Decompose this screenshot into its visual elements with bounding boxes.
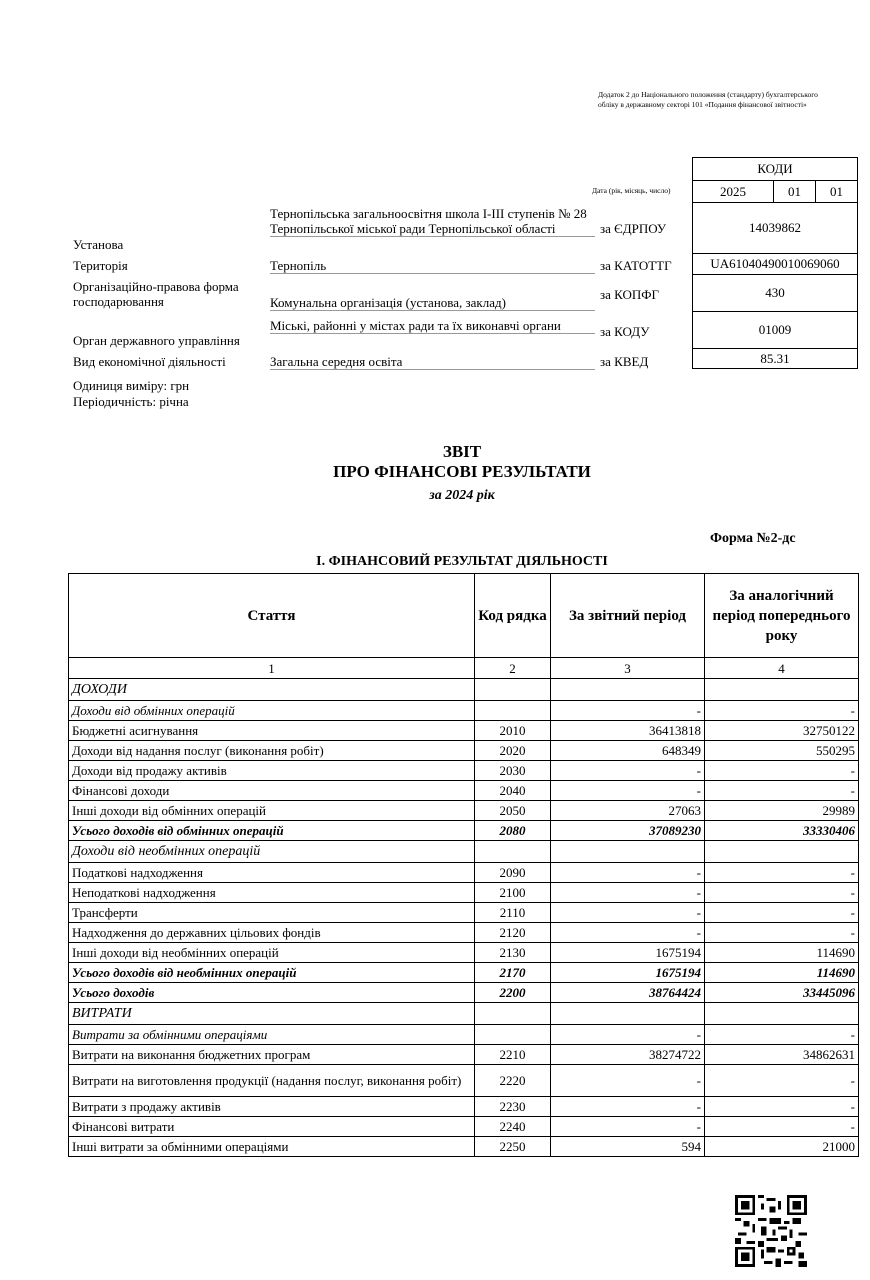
table-row (69, 801, 859, 821)
row-previous: - (705, 1117, 859, 1137)
qr-code-icon (735, 1195, 807, 1267)
kved-code: 85.31 (693, 349, 858, 369)
table-row (69, 883, 859, 903)
row-code: 2030 (475, 761, 551, 781)
row-code: 2130 (475, 943, 551, 963)
row-article: Усього доходів від обмінних операцій (69, 821, 475, 841)
unit-label: Одиниця виміру: грн (73, 378, 190, 393)
row-article: ДОХОДИ (69, 679, 475, 701)
table-row (69, 943, 859, 963)
codes-header: КОДИ (693, 158, 858, 181)
row-code: 2080 (475, 821, 551, 841)
report-subtitle: ПРО ФІНАНСОВІ РЕЗУЛЬТАТИ (333, 462, 591, 481)
row-previous: 114690 (705, 963, 859, 983)
row-article: Неподаткові надходження (69, 883, 475, 903)
row-previous (705, 1003, 859, 1025)
table-row (69, 741, 859, 761)
row-code: 2250 (475, 1137, 551, 1157)
row-article: Доходи від обмінних операцій (69, 701, 475, 721)
col-number: 3 (551, 658, 705, 679)
table-row (69, 983, 859, 1003)
org-form-value: Комунальна організація (установа, заклад) (270, 295, 595, 311)
row-current: 1675194 (551, 943, 705, 963)
row-previous: 34862631 (705, 1045, 859, 1065)
row-current: 37089230 (551, 821, 705, 841)
row-current: 27063 (551, 801, 705, 821)
row-code (475, 679, 551, 701)
row-article: Витрати на виконання бюджетних програм (69, 1045, 475, 1065)
row-article: Доходи від надання послуг (виконання робіт) (69, 741, 475, 761)
table-row (69, 701, 859, 721)
report-period: за 2024 рік (429, 488, 495, 503)
table-row (69, 821, 859, 841)
row-current: - (551, 923, 705, 943)
row-code: 2050 (475, 801, 551, 821)
row-code: 2200 (475, 983, 551, 1003)
row-code: 2230 (475, 1097, 551, 1117)
row-article: Фінансові доходи (69, 781, 475, 801)
row-code (475, 841, 551, 863)
row-current: - (551, 1065, 705, 1097)
row-article: Витрати на виготовлення продукції (надання послуг, виконання робіт) (69, 1065, 475, 1097)
row-article: Інші витрати за обмінними операціями (69, 1137, 475, 1157)
row-code: 2170 (475, 963, 551, 983)
row-previous: 33330406 (705, 821, 859, 841)
section-title: I. ФІНАНСОВИЙ РЕЗУЛЬТАТ ДІЯЛЬНОСТІ (316, 554, 608, 569)
row-code: 2020 (475, 741, 551, 761)
table-row (69, 1097, 859, 1117)
kodu-code: 01009 (693, 312, 858, 349)
report-title: ЗВІТ (442, 442, 482, 461)
row-previous (705, 679, 859, 701)
row-current: - (551, 701, 705, 721)
table-row (69, 721, 859, 741)
row-previous: - (705, 761, 859, 781)
row-code: 2210 (475, 1045, 551, 1065)
row-previous: 32750122 (705, 721, 859, 741)
table-row (69, 1003, 859, 1025)
periodicity-label: Періодичність: річна (73, 394, 189, 409)
row-current: - (551, 883, 705, 903)
kodu-label: за КОДУ (600, 324, 650, 339)
row-current: - (551, 1097, 705, 1117)
row-current: - (551, 903, 705, 923)
header-code: Код рядка (475, 574, 551, 658)
row-current (551, 841, 705, 863)
table-row (69, 903, 859, 923)
territory-value: Тернопіль (270, 258, 595, 274)
table-row (69, 761, 859, 781)
row-article: Фінансові витрати (69, 1117, 475, 1137)
katottg-label: за КАТОТТГ (600, 258, 672, 273)
row-code: 2110 (475, 903, 551, 923)
row-article: Витрати за обмінними операціями (69, 1025, 475, 1045)
table-row (69, 1045, 859, 1065)
row-current: 594 (551, 1137, 705, 1157)
row-current (551, 1003, 705, 1025)
row-previous: - (705, 1097, 859, 1117)
date-year: 2025 (693, 181, 774, 203)
row-current: 38274722 (551, 1045, 705, 1065)
row-article: Надходження до державних цільових фондів (69, 923, 475, 943)
row-previous: 29989 (705, 801, 859, 821)
gov-body-label: Орган державного управління (73, 333, 240, 348)
row-article: ВИТРАТИ (69, 1003, 475, 1025)
row-article: Доходи від продажу активів (69, 761, 475, 781)
row-code: 2090 (475, 863, 551, 883)
row-previous: 550295 (705, 741, 859, 761)
row-article: Доходи від необмінних операцій (69, 841, 475, 863)
col-number: 4 (705, 658, 859, 679)
row-current: - (551, 1117, 705, 1137)
row-article: Податкові надходження (69, 863, 475, 883)
row-previous: - (705, 923, 859, 943)
row-article: Усього доходів від необмінних операцій (69, 963, 475, 983)
institution-value: Тернопільська загальноосвітня школа I-III ступенів № 28 Тернопільської міської ради Тернопільської області (270, 206, 595, 237)
row-previous: 114690 (705, 943, 859, 963)
row-article: Трансферти (69, 903, 475, 923)
row-current (551, 679, 705, 701)
header-previous: За аналогічний період попереднього року (705, 574, 859, 658)
row-code (475, 1025, 551, 1045)
financial-results-table (68, 573, 859, 1157)
institution-label: Установа (73, 237, 124, 252)
table-row (69, 1117, 859, 1137)
date-month: 01 (773, 181, 815, 203)
row-previous: 33445096 (705, 983, 859, 1003)
edrpou-label: за ЄДРПОУ (600, 221, 667, 236)
edrpou-code: 14039862 (693, 203, 858, 254)
row-current: - (551, 863, 705, 883)
kopfg-label: за КОПФГ (600, 287, 660, 302)
col-number: 2 (475, 658, 551, 679)
row-code: 2010 (475, 721, 551, 741)
table-row (69, 1065, 859, 1097)
header-article: Стаття (69, 574, 475, 658)
row-code: 2100 (475, 883, 551, 903)
row-code: 2120 (475, 923, 551, 943)
row-previous: - (705, 781, 859, 801)
table-row (69, 679, 859, 701)
row-current: - (551, 761, 705, 781)
table-row (69, 963, 859, 983)
row-current: - (551, 781, 705, 801)
table-row (69, 1137, 859, 1157)
table-row (69, 1025, 859, 1045)
activity-value: Загальна середня освіта (270, 354, 595, 370)
row-code (475, 701, 551, 721)
row-article: Інші доходи від обмінних операцій (69, 801, 475, 821)
row-previous: - (705, 883, 859, 903)
date-label: Дата (рік, місяць, число) (592, 186, 671, 195)
appendix-note: Додаток 2 до Національного положення (стандарту) бухгалтерського обліку в державному секторі 101 «Подання фінансової звітності» (598, 90, 818, 109)
table-row (69, 781, 859, 801)
table-row (69, 863, 859, 883)
row-previous: - (705, 863, 859, 883)
activity-label: Вид економічної діяльності (73, 354, 226, 369)
form-number: Форма №2-дс (710, 531, 796, 546)
header-current: За звітний період (551, 574, 705, 658)
row-code: 2240 (475, 1117, 551, 1137)
org-form-label: Організаційно-правова форма господарювання (73, 279, 239, 309)
col-number: 1 (69, 658, 475, 679)
table-row (69, 923, 859, 943)
row-previous: - (705, 903, 859, 923)
row-current: 38764424 (551, 983, 705, 1003)
row-current: 36413818 (551, 721, 705, 741)
table-row (69, 841, 859, 863)
gov-body-value: Міські, районні у містах ради та їх виконавчі органи (270, 318, 595, 334)
katottg-code: UA61040490010069060 (693, 254, 858, 275)
row-previous: 21000 (705, 1137, 859, 1157)
territory-label: Територія (73, 258, 128, 273)
row-current: 1675194 (551, 963, 705, 983)
row-code: 2040 (475, 781, 551, 801)
row-previous: - (705, 701, 859, 721)
codes-table (692, 157, 858, 369)
row-previous (705, 841, 859, 863)
row-article: Інші доходи від необмінних операцій (69, 943, 475, 963)
row-article: Витрати з продажу активів (69, 1097, 475, 1117)
row-previous: - (705, 1065, 859, 1097)
kopfg-code: 430 (693, 275, 858, 312)
row-current: - (551, 1025, 705, 1045)
row-previous: - (705, 1025, 859, 1045)
row-code: 2220 (475, 1065, 551, 1097)
row-code (475, 1003, 551, 1025)
date-day: 01 (815, 181, 857, 203)
row-article: Бюджетні асигнування (69, 721, 475, 741)
kved-label: за КВЕД (600, 354, 649, 369)
row-article: Усього доходів (69, 983, 475, 1003)
row-current: 648349 (551, 741, 705, 761)
